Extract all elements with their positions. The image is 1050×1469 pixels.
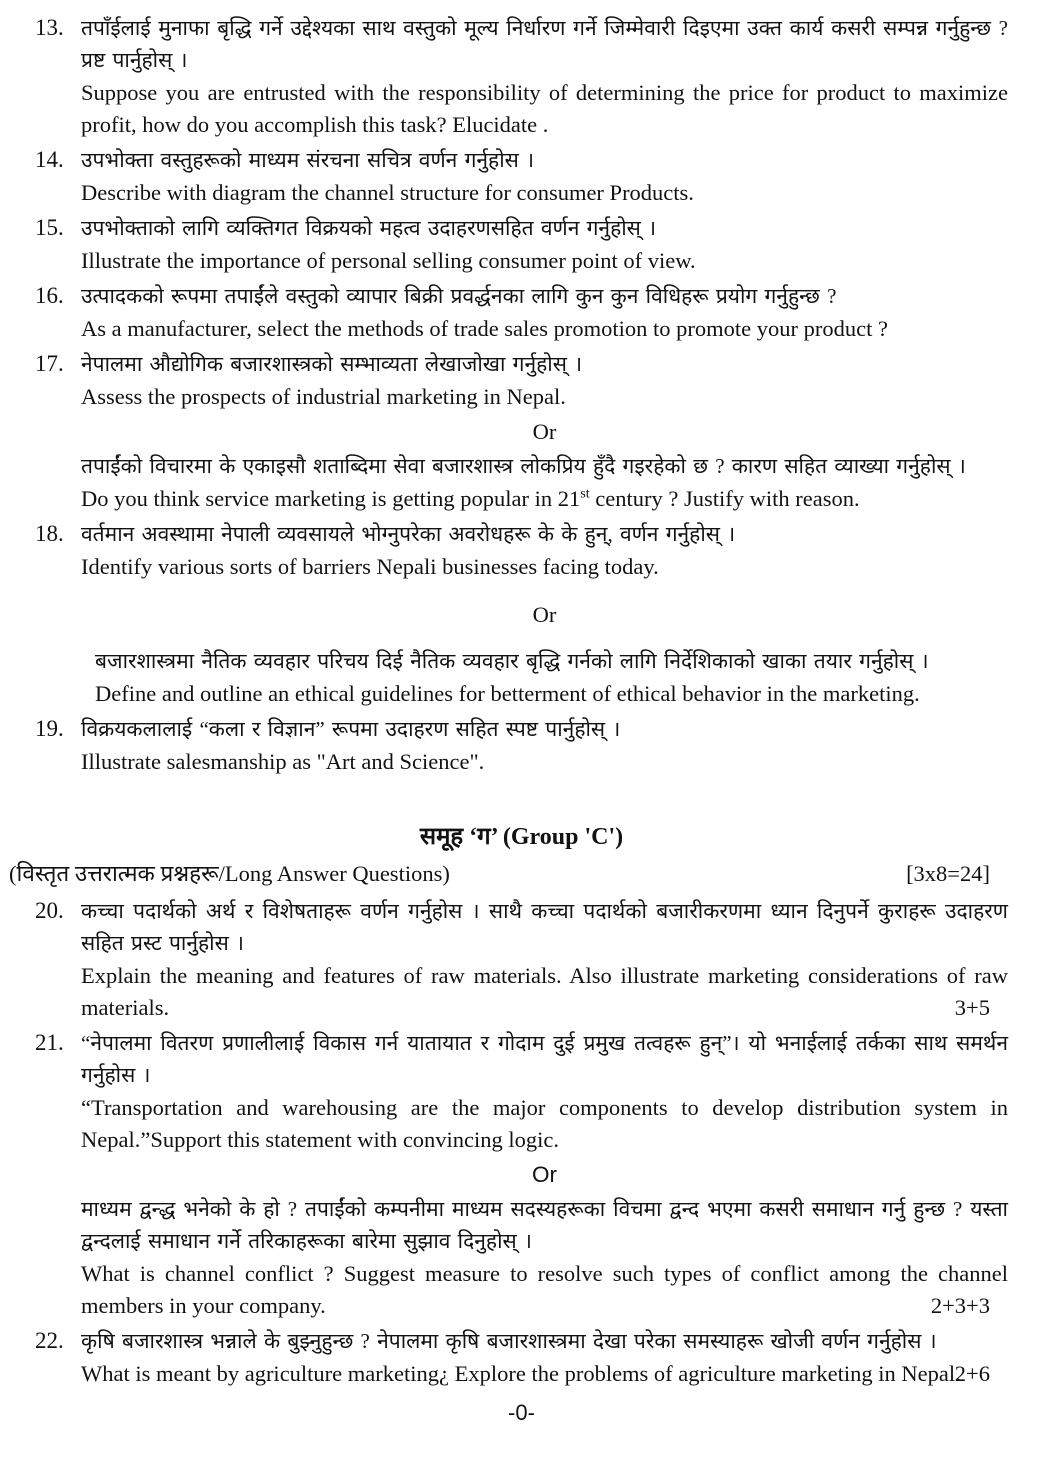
section-marks: [3x8=24] (906, 861, 990, 886)
question-text-english: Describe with diagram the channel structure for consumer Products. (81, 180, 694, 205)
question-text-nepali: उपभोक्ता वस्तुहरूको माध्यम संरचना सचित्र वर्णन गर्नुहोस । (81, 148, 535, 172)
question-text-english: Illustrate the importance of personal selling consumer point of view. (81, 248, 696, 273)
question-text-nepali: तपाँईलाई मुनाफा बृद्धि गर्ने उद्देश्यका साथ वस्तुको मूल्य निर्धारण गर्ने जिम्मेवारी दिइएमा उक्त कार्य कसरी सम्पन्न गर्नुहुन्छ ? प्रष्ट पार्नुहोस् । (81, 16, 1008, 72)
superscript-ordinal: st (580, 486, 590, 502)
group-heading: समूह ‘ग’ (Group 'C') (419, 824, 624, 850)
or-text-english: What is channel conflict ? Suggest measure to resolve such types of conflict among the channel members in your company. (81, 1261, 1008, 1318)
or-english-post: century ? Justify with reason. (589, 486, 860, 511)
question-14 (35, 144, 1008, 209)
question-number: 20. (35, 898, 64, 923)
or-text-nepali: तपाईंको विचारमा के एकाइसौ शताब्दिमा सेवा बजारशास्त्र लोकप्रिय हुँदै गइरहेको छ ? कारण सहित व्याख्या गर्नुहोस् । (81, 454, 966, 478)
question-18 (35, 518, 1008, 710)
marks-badge: 2+3+3 (930, 1293, 990, 1318)
question-15 (35, 212, 1008, 277)
question-number: 15. (35, 215, 64, 240)
question-number: 14. (35, 147, 64, 172)
question-text-english: As a manufacturer, select the methods of trade sales promotion to promote your product ? (81, 316, 888, 341)
question-number: 18. (35, 521, 64, 546)
question-text-english: Assess the prospects of industrial marketing in Nepal. (81, 384, 566, 409)
question-number: 16. (35, 283, 64, 308)
or-separator: Or (532, 419, 557, 444)
question-text-nepali: वर्तमान अवस्थामा नेपाली व्यवसायले भोग्नुपरेका अवरोधहरू के के हुन्, वर्णन गर्नुहोस् । (81, 522, 736, 546)
question-text-nepali: उपभोक्ताको लागि व्यक्तिगत विक्रयको महत्व उदाहरणसहित वर्णन गर्नुहोस् । (81, 216, 657, 240)
question-text-nepali: नेपालमा औद्योगिक बजारशास्त्रको सम्भाव्यता लेखाजोखा गर्नुहोस् । (81, 352, 583, 376)
question-number: 22. (35, 1328, 64, 1353)
marks-badge: 3+5 (954, 995, 990, 1020)
question-text-english: Explain the meaning and features of raw materials. Also illustrate marketing considerations of raw materials. (81, 963, 1008, 1020)
question-text-english: “Transportation and warehousing are the major components to develop distribution system in Nepal.”Support this statement with convincing logic. (81, 1095, 1008, 1152)
question-19 (35, 713, 1008, 778)
or-text-nepali: माध्यम द्वन्द्ध भनेको के हो ? तपाईंको कम्पनीमा माध्यम सदस्यहरूका विचमा द्वन्द भएमा कसरी समाधान गर्नु हुन्छ ? यस्ता द्वन्दलाई समाधान गर्ने तरिकाहरूका बारेमा सुझाव दिनुहोस् । (81, 1197, 1008, 1253)
page-number: -0- (508, 1400, 535, 1425)
question-text-nepali: कच्चा पदार्थको अर्थ र विशेषताहरू वर्णन गर्नुहोस । साथै कच्चा पदार्थको बजारीकरणमा ध्यान दिनुपर्ने कुराहरू उदाहरण सहित प्रस्ट पार्नुहोस । (81, 899, 1008, 955)
question-number: 17. (35, 351, 64, 376)
section-subheading: (विस्तृत उत्तरात्मक प्रश्नहरू/Long Answer Questions) (9, 861, 450, 886)
or-text-english: Define and outline an ethical guidelines for betterment of ethical behavior in the marketing. (95, 681, 920, 706)
question-text-nepali: कृषि बजारशास्त्र भन्नाले के बुझ्नुहुन्छ ? नेपालमा कृषि बजारशास्त्रमा देखा परेका समस्याहरू खोजी वर्णन गर्नुहोस । (81, 1329, 937, 1353)
question-text-english: Identify various sorts of barriers Nepali businesses facing today. (81, 554, 659, 579)
question-21 (35, 1027, 1008, 1322)
question-text-english: Illustrate salesmanship as "Art and Science". (81, 749, 485, 774)
question-17 (35, 348, 1008, 515)
question-20 (35, 895, 1008, 1024)
or-separator: Or (532, 602, 557, 627)
or-text-nepali: बजारशास्त्रमा नैतिक व्यवहार परिचय दिई नैतिक व्यवहार बृद्धि गर्नको लागि निर्देशिकाको खाका तयार गर्नुहोस् । (95, 649, 929, 673)
question-text-nepali: “नेपालमा वितरण प्रणालीलाई विकास गर्न यातायात र गोदाम दुई प्रमुख तत्वहरू हुन्”। यो भनाईलाई तर्कका साथ समर्थन गर्नुहोस । (81, 1031, 1008, 1087)
or-separator: Or (532, 1162, 557, 1187)
or-english-pre: Do you think service marketing is getting popular in 21 (81, 486, 581, 511)
question-number: 19. (35, 716, 64, 741)
or-text-english (81, 483, 1008, 515)
question-text-nepali: उत्पादकको रूपमा तपाईंले वस्तुको व्यापार बिक्री प्रवर्द्धनका लागि कुन कुन विधिहरू प्रयोग गर्नुहुन्छ ? (81, 284, 837, 308)
question-text-nepali: विक्रयकलालाई “कला र विज्ञान” रूपमा उदाहरण सहित स्पष्ट पार्नुहोस् । (81, 717, 621, 741)
question-text-english: Suppose you are entrusted with the responsibility of determining the price for product to maximize profit, how do you accomplish this task? Elucidate . (81, 80, 1008, 137)
question-16 (35, 280, 1008, 345)
marks-badge: 2+6 (954, 1361, 990, 1386)
section-subheading-row (9, 857, 1008, 891)
question-number: 21. (35, 1030, 64, 1055)
question-number: 13. (35, 15, 64, 40)
question-text-english: What is meant by agriculture marketing¿ Explore the problems of agriculture marketing in Nepal. (81, 1361, 961, 1386)
question-13 (35, 12, 1008, 141)
question-22 (35, 1325, 1008, 1390)
